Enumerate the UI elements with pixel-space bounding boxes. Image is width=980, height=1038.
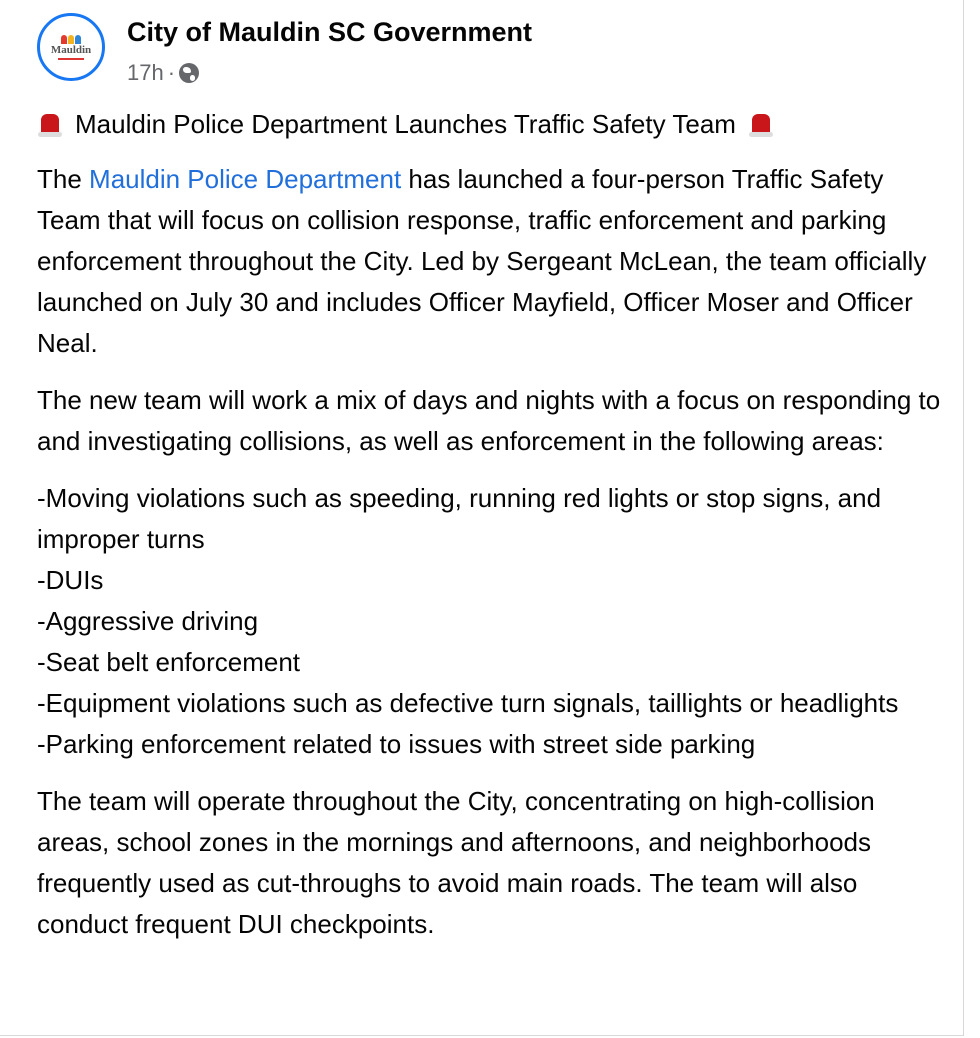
paragraph-1: [37, 159, 952, 364]
paragraph-2: The new team will work a mix of days and nights with a focus on responding to and investigating collisions, as well as enforcement in the following areas:: [37, 385, 941, 456]
page-avatar[interactable]: [37, 13, 105, 81]
paragraph-3: The team will operate throughout the City, concentrating on high-collision areas, school zones in the mornings and afternoons, and neighborhoods frequently used as cut-throughs to avoid main roads. The team will also conduct frequent DUI checkpoints.: [37, 786, 875, 939]
list-item: -Equipment violations such as defective turn signals, taillights or headlights: [37, 688, 899, 718]
post-meta: [127, 60, 199, 86]
separator: ·: [167, 60, 176, 85]
headline-text: Mauldin Police Department Launches Traffic Safety Team: [75, 109, 736, 139]
p1-text-cont: has launched a four-person Traffic Safety Team that will focus on collision response, traffic enforcement and parking enforcement throughout the City. Led by Sergeant McLean, the team officially launched on July 30 and includes Officer Mayfield, Officer Moser and Officer Neal.: [37, 164, 927, 358]
post-headline: [37, 104, 952, 145]
list-item: -Aggressive driving: [37, 606, 259, 636]
police-light-icon: [748, 112, 774, 138]
police-light-icon: [37, 112, 63, 138]
globe-icon[interactable]: [179, 63, 199, 83]
post-body: [37, 104, 952, 961]
avatar-logo-text: Mauldin: [50, 43, 92, 56]
logo-underline: [58, 58, 84, 60]
mauldin-police-link[interactable]: Mauldin Police Department: [89, 164, 402, 194]
timestamp[interactable]: 17h: [127, 60, 164, 85]
list-item: -Moving violations such as speeding, running red lights or stop signs, and improper turns: [37, 483, 882, 554]
list-item: -Seat belt enforcement: [37, 647, 301, 677]
logo-icon: [61, 35, 81, 44]
p1-text: The: [37, 164, 90, 194]
list-item: -Parking enforcement related to issues with street side parking: [37, 729, 756, 759]
page-name-link[interactable]: City of Mauldin SC Government: [127, 17, 533, 47]
enforcement-list: [37, 478, 952, 765]
list-item: -DUIs: [37, 565, 104, 595]
